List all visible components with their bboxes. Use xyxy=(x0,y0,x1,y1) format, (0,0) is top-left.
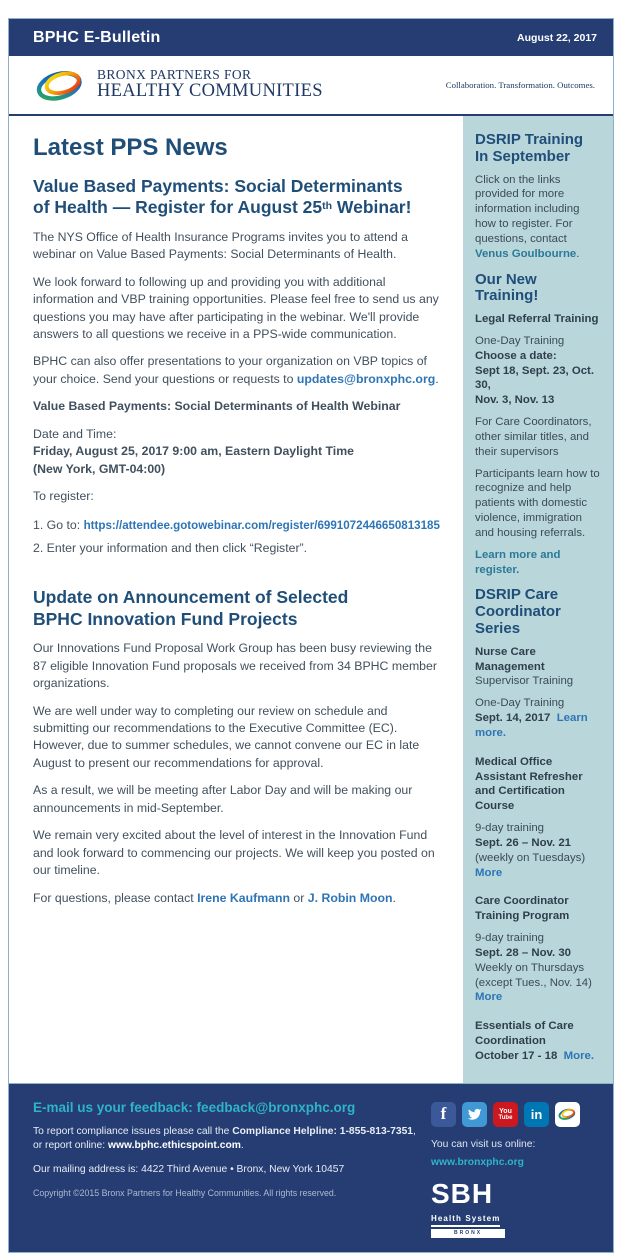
article2-paragraph-4: We remain very excited about the level of interest in the Innovation Fund and look forward to commencing our projects. We will keep you posted on our timeline. xyxy=(33,828,435,878)
cct-schedule: 9-day training Sept. 28 – Nov. 30 Weekly on Thursdays (except Tues., Nov. 14) More xyxy=(475,932,592,1004)
article2-paragraph-2: We are well under way to completing our review on schedule and submitting our recommendations to the Executive Committee (EC). However, due to summer schedules, we cannot convene our EC in late August to present our recommendations for approval. xyxy=(33,703,420,770)
sidebar-heading-care-coordinator-series: DSRIP Care Coordinator Series xyxy=(475,586,561,637)
legal-referral-register xyxy=(475,548,601,578)
cct-title: Care Coordinator Training Program xyxy=(475,895,570,923)
footer-right xyxy=(431,1100,599,1238)
register-step-2: 2. Enter your information and then click “Register”. xyxy=(33,541,308,556)
article1-heading-line2: of Health — Register for August 25th Webinar! xyxy=(33,197,412,218)
legal-referral-description: Participants learn how to recognize and help patients with domestic violence, immigration and housing referrals. xyxy=(475,467,600,539)
article1-paragraph-1: The NYS Office of Health Insurance Programs invites you to attend a webinar on Value Based Payments: Social Determinants of Health. xyxy=(33,229,409,262)
irene-kaufmann-link[interactable]: Irene Kaufmann xyxy=(197,890,290,905)
sbh-logo-subtitle: Health System xyxy=(431,1214,500,1227)
section-title: Latest PPS News xyxy=(33,134,228,161)
moa-title: Medical Office Assistant Refresher and Certification Course xyxy=(475,755,583,813)
article1-paragraph-3: BPHC can also offer presentations to your organization on VBP topics of your choice. Send your questions or requests to updates@bronxphc.org. xyxy=(33,354,439,386)
nurse-title: Nurse Care Management Supervisor Training xyxy=(475,645,574,688)
register-label: To register: xyxy=(33,489,94,504)
article2-paragraph-1: Our Innovations Fund Proposal Work Group has been busy reviewing the 87 eligible Innovation Fund proposals we received from 34 BPHC member organizations. xyxy=(33,641,437,691)
ordinal-suffix: th xyxy=(322,199,333,212)
gotowebinar-link[interactable]: https://attendee.gotowebinar.com/register/6991072446650813185 xyxy=(83,518,440,532)
footer xyxy=(9,1083,613,1252)
legal-referral-schedule: One-Day Training Choose a date: Sept 18, Sept. 23, Oct. 30, Nov. 3, Nov. 13 xyxy=(475,334,595,407)
brand-name xyxy=(97,68,323,101)
sidebar-heading-dsrip-training: DSRIP Training In September xyxy=(475,131,584,165)
ecc-more-link[interactable]: More. xyxy=(563,1049,595,1062)
youtube-icon[interactable]: You Tube xyxy=(493,1102,518,1127)
bphc-mini-swirl-icon xyxy=(558,1106,577,1122)
sbh-logo xyxy=(431,1177,599,1238)
article1-heading xyxy=(33,176,441,219)
training-item-moa xyxy=(475,755,601,881)
social-icons xyxy=(431,1102,599,1127)
sidebar-intro: Click on the links provided for more information including how to register. For questions, contact Venus Goulbourne. xyxy=(475,173,580,260)
brand-name-line2: HEALTHY COMMUNITIES xyxy=(97,81,323,102)
j-robin-moon-link[interactable]: J. Robin Moon xyxy=(307,890,393,905)
updates-email-link[interactable]: updates@bronxphc.org xyxy=(296,371,436,386)
moa-schedule: 9-day training Sept. 26 – Nov. 21 (weekly on Tuesdays) More xyxy=(475,822,586,879)
bulletin-title: BPHC E-Bulletin xyxy=(33,28,161,46)
twitter-bird-icon xyxy=(466,1106,483,1123)
register-step-1: 1. Go to: https://attendee.gotowebinar.com/register/6991072446650813185 xyxy=(33,517,440,532)
issue-date: August 22, 2017 xyxy=(517,31,597,44)
training-item-ecc xyxy=(475,1019,601,1063)
date-label: Date and Time: xyxy=(33,426,117,441)
compliance-helpline: Compliance Helpline: 1-855-813-7351 xyxy=(232,1125,414,1137)
cct-more-link[interactable]: More xyxy=(475,991,503,1004)
bronxphc-website-link[interactable]: www.bronxphc.org xyxy=(431,1156,524,1168)
sidebar xyxy=(463,116,613,1083)
legal-referral-title: Legal Referral Training xyxy=(475,313,599,326)
sidebar-heading-new-training: Our New Training! xyxy=(475,270,539,305)
date-line2: (New York, GMT-04:00) xyxy=(33,461,166,476)
compliance-line: To report compliance issues please call the Compliance Helpline: 1-855-813-7351, or report online: www.bphc.ethicspoint.com. xyxy=(33,1125,416,1152)
top-bar xyxy=(9,19,613,56)
training-item-cct xyxy=(475,894,601,1005)
content-row xyxy=(9,116,613,1083)
feedback-line: E-mail us your feedback: feedback@bronxphc.org xyxy=(33,1099,356,1115)
feedback-email-link[interactable]: feedback@bronxphc.org xyxy=(196,1099,356,1115)
brand-band xyxy=(9,56,613,116)
footer-left xyxy=(33,1100,431,1238)
mailing-address: Our mailing address is: 4422 Third Avenue • Bronx, New York 10457 xyxy=(33,1164,345,1176)
webinar-datetime xyxy=(33,426,441,478)
ecc-title: Essentials of Care Coordination October 17 - 18 More. xyxy=(475,1020,595,1062)
article2-heading-line1: Update on Announcement of Selected xyxy=(33,587,349,608)
legal-referral-audience: For Care Coordinators, other similar titles, and their supervisors xyxy=(475,416,592,458)
moa-more-link[interactable]: More xyxy=(475,866,503,879)
sbh-logo-bronx-bar: BRONX xyxy=(431,1229,505,1238)
visit-online-label: You can visit us online: xyxy=(431,1138,536,1150)
twitter-icon[interactable] xyxy=(462,1102,487,1127)
webinar-title: Value Based Payments: Social Determinants of Health Webinar xyxy=(33,399,401,414)
copyright: Copyright ©2015 Bronx Partners for Healthy Communities. All rights reserved. xyxy=(33,1187,337,1198)
facebook-icon[interactable]: f xyxy=(431,1102,456,1127)
brand-tagline: Collaboration. Transformation. Outcomes. xyxy=(445,80,595,90)
date-line1: Friday, August 25, 2017 9:00 am, Eastern Daylight Time xyxy=(33,444,354,459)
bphc-swirl-logo-icon xyxy=(35,64,87,106)
learn-more-register-link[interactable]: Learn more and register. xyxy=(475,548,561,576)
article2-paragraph-3: As a result, we will be meeting after Labor Day and will be making our announcements in mid-September. xyxy=(33,783,413,815)
nurse-learn-more-link[interactable]: Learn more. xyxy=(475,712,588,739)
linkedin-icon[interactable]: in xyxy=(524,1102,549,1127)
article2-contacts: For questions, please contact Irene Kaufmann or J. Robin Moon. xyxy=(33,890,396,905)
article1-heading-line1: Value Based Payments: Social Determinants xyxy=(33,176,403,196)
article1-paragraph-2: We look forward to following up and providing you with additional information and VBP training opportunities. Please feel free to send us any questions you may have after participating in the webinar. We'll provide answers to all questions we receive in a PPS-wide communication. xyxy=(33,274,439,341)
training-item-nurse xyxy=(475,645,601,741)
sbh-logo-name: SBH xyxy=(431,1177,494,1209)
email-container xyxy=(8,18,614,1253)
venus-goulbourne-link[interactable]: Venus Goulbourne xyxy=(475,247,577,260)
bphc-swirl-social-icon[interactable] xyxy=(555,1102,580,1127)
article2-heading xyxy=(33,587,441,630)
main-column xyxy=(9,116,463,1083)
nurse-schedule: One-Day Training Sept. 14, 2017 Learn more. xyxy=(475,697,588,739)
article2-heading-line2: BPHC Innovation Fund Projects xyxy=(33,608,298,629)
ethicspoint-link[interactable]: www.bphc.ethicspoint.com xyxy=(107,1140,241,1152)
brand-name-line1: BRONX PARTNERS FOR xyxy=(97,67,252,83)
